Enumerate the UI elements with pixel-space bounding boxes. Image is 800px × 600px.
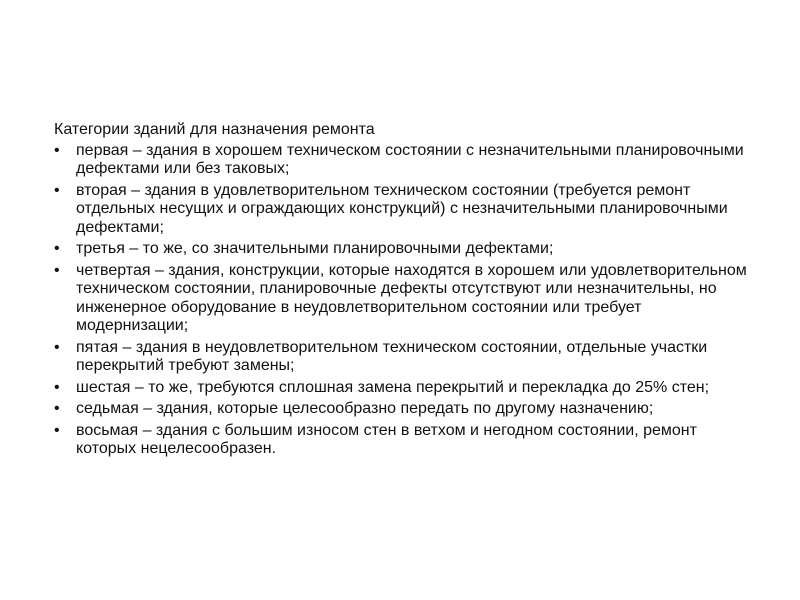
list-item-text: четвертая – здания, конструкции, которые находятся в хорошем или удовлетворительном техническом состоянии, планировочные дефекты отсутствуют или незначительны, но инженерное оборудование в неудовлетворительном состоянии или требует модернизации; — [76, 261, 747, 334]
list-item — [54, 240, 754, 259]
bullet-icon: • — [54, 261, 60, 279]
list-item — [54, 262, 754, 336]
category-list — [54, 142, 754, 459]
bullet-icon: • — [54, 338, 60, 356]
bullet-icon: • — [54, 378, 60, 396]
list-item — [54, 400, 754, 419]
list-item-text: вторая – здания в удовлетворительном техническом состоянии (требуется ремонт отдельных несущих и ограждающих конструкций) с незначительными планировочными дефектами; — [76, 181, 728, 236]
list-item-text: шестая – то же, требуются сплошная замена перекрытий и перекладка до 25% стен; — [76, 378, 710, 396]
slide-content — [54, 121, 754, 462]
bullet-icon: • — [54, 181, 60, 199]
slide-heading: Категории зданий для назначения ремонта — [54, 121, 375, 138]
list-item — [54, 142, 754, 179]
list-item — [54, 339, 754, 376]
list-item — [54, 182, 754, 238]
bullet-icon: • — [54, 141, 60, 159]
bullet-icon: • — [54, 240, 60, 257]
list-item-text: седьмая – здания, которые целесообразно передать по другому назначению; — [76, 400, 654, 417]
list-item-text: пятая – здания в неудовлетворительном техническом состоянии, отдельные участки перекрытий требуют замены; — [76, 338, 708, 374]
list-item — [54, 379, 754, 398]
list-item-text: третья – то же, со значительными планировочными дефектами; — [76, 240, 554, 257]
bullet-icon: • — [54, 421, 60, 439]
bullet-icon: • — [54, 400, 60, 417]
list-item — [54, 422, 754, 459]
list-item-text: восьмая – здания с большим износом стен в ветхом и негодном состоянии, ремонт которых нецелесообразен. — [76, 421, 697, 457]
list-item-text: первая – здания в хорошем техническом состоянии с незначительными планировочными дефектами или без таковых; — [76, 141, 744, 177]
